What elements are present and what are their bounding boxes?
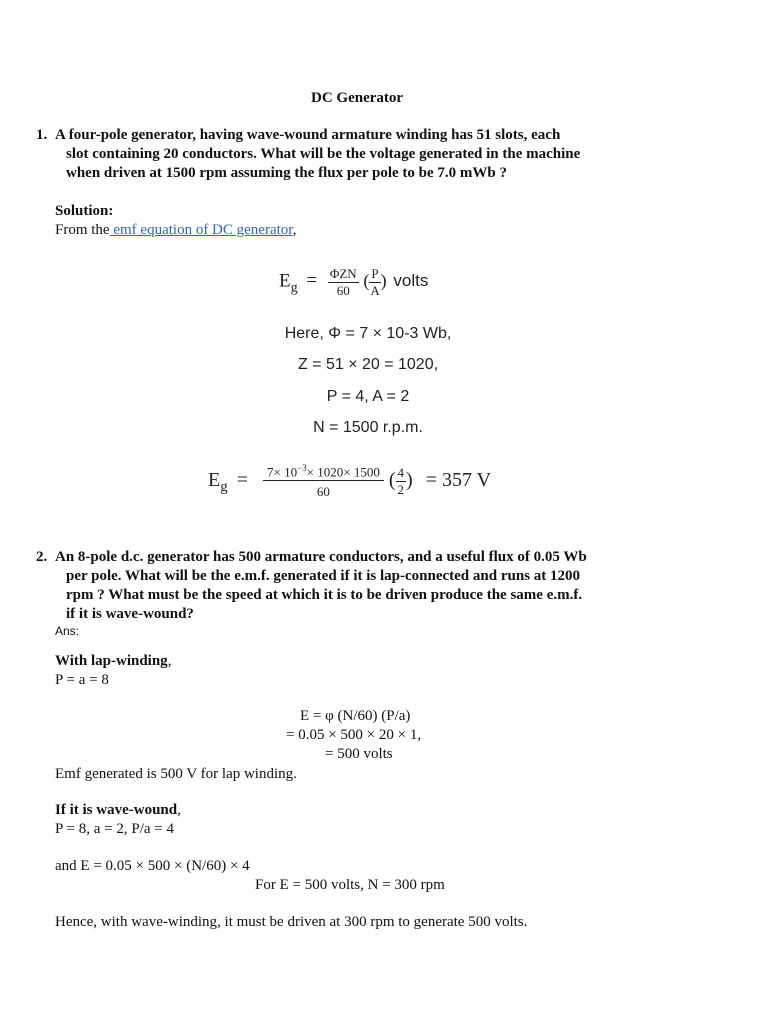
wave-heading-text: If it is wave-wound bbox=[55, 802, 178, 818]
result-formula: $E_g$ = $\frac{7\times 10^{-3}\times 1020\times 1500}{60}$ ( $\frac{4}{2}$ ) = 357 V bbox=[208, 463, 492, 499]
emf-formula: $E_g$ = $\frac{\text{ΦZN}}{60}$ ( $\frac{P}{A}$ ) volts bbox=[279, 266, 429, 298]
page-title: DC Generator bbox=[311, 90, 404, 106]
here-line-4: N = 1500 r.p.m. bbox=[313, 419, 423, 436]
wave-pa: P = 8, a = 2, P/a = 4 bbox=[55, 821, 174, 837]
result-denominator: 60 bbox=[316, 483, 330, 499]
question-1-line-1: A four-pole generator, having wave-wound armature winding has 51 slots, each bbox=[55, 127, 561, 143]
question-2-line-3: rpm ? What must be the speed at which it is to be driven produce the same e.m.f. bbox=[66, 587, 583, 603]
result-e: E bbox=[208, 468, 221, 491]
conclusion: Hence, with wave-winding, it must be driven at 300 rpm to generate 500 volts. bbox=[55, 914, 528, 930]
lap-eq-1: E = φ (N/60) (P/a) bbox=[300, 708, 411, 724]
formula-unit: volts bbox=[393, 271, 429, 291]
wave-heading-comma: , bbox=[177, 802, 181, 818]
result-num-a: 7× 10 bbox=[267, 464, 298, 480]
lap-eq-3: = 500 volts bbox=[325, 746, 393, 762]
result-equals: = bbox=[236, 468, 248, 491]
question-1-line-3: when driven at 1500 rpm assuming the flux per pole to be 7.0 mWb ? bbox=[66, 165, 507, 181]
lap-pa: P = a = 8 bbox=[55, 672, 109, 688]
formula-fraction-pa bbox=[369, 266, 380, 298]
result-numerator bbox=[263, 463, 384, 481]
wave-heading bbox=[55, 801, 181, 820]
question-1-number: 1. bbox=[36, 127, 48, 143]
formula-e: E bbox=[279, 270, 291, 292]
result-num-exp: −3 bbox=[297, 463, 307, 473]
here-line-2: Z = 51 × 20 = 1020, bbox=[297, 356, 439, 373]
question-2-number: 2. bbox=[36, 549, 48, 565]
question-2-line-4: if it is wave-wound? bbox=[66, 606, 194, 622]
result-fraction-pa bbox=[396, 465, 407, 497]
result-fraction bbox=[263, 463, 384, 500]
result-a: 2 bbox=[397, 481, 405, 497]
solution-label: Solution: bbox=[55, 203, 114, 219]
result-p: 4 bbox=[397, 465, 405, 481]
here-line-3: P = 4, A = 2 bbox=[326, 388, 410, 405]
wave-eq: and E = 0.05 × 500 × (N/60) × 4 bbox=[55, 858, 250, 874]
result-value: = 357 V bbox=[425, 468, 492, 491]
formula-fraction-phizn bbox=[328, 266, 359, 298]
formula-denominator: 60 bbox=[336, 282, 350, 298]
question-2-line-1: An 8-pole d.c. generator has 500 armature conductors, and a useful flux of 0.05 Wb bbox=[55, 549, 587, 565]
formula-sub-g: g bbox=[290, 280, 298, 296]
lap-heading-text: With lap-winding bbox=[55, 653, 168, 669]
formula-a: A bbox=[370, 282, 380, 298]
wave-for: For E = 500 volts, N = 300 rpm bbox=[255, 877, 445, 893]
lap-result: Emf generated is 500 V for lap winding. bbox=[55, 766, 297, 782]
link-comma: , bbox=[292, 222, 297, 238]
question-2-line-2: per pole. What will be the e.m.f. generated if it is lap-connected and runs at 1200 bbox=[66, 568, 581, 584]
ans-label: Ans: bbox=[55, 624, 80, 638]
result-sub-g: g bbox=[220, 478, 228, 495]
here-line-1: Here, Φ = 7 × 10-3 Wb, bbox=[284, 325, 452, 342]
question-1-line-2: slot containing 20 conductors. What will be the voltage generated in the machine bbox=[66, 146, 581, 162]
lap-eq-2: = 0.05 × 500 × 20 × 1, bbox=[286, 727, 422, 743]
lap-heading bbox=[55, 652, 171, 671]
formula-numerator: ΦZN bbox=[329, 266, 357, 281]
formula-equals: = bbox=[306, 270, 318, 292]
formula-p: P bbox=[371, 266, 379, 281]
lap-heading-comma: , bbox=[167, 653, 172, 669]
from-the-text: From the bbox=[55, 222, 110, 238]
from-the-line bbox=[55, 221, 296, 240]
emf-equation-link[interactable]: emf equation of DC generator bbox=[109, 222, 293, 238]
result-num-b: × 1020× 1500 bbox=[306, 464, 380, 480]
